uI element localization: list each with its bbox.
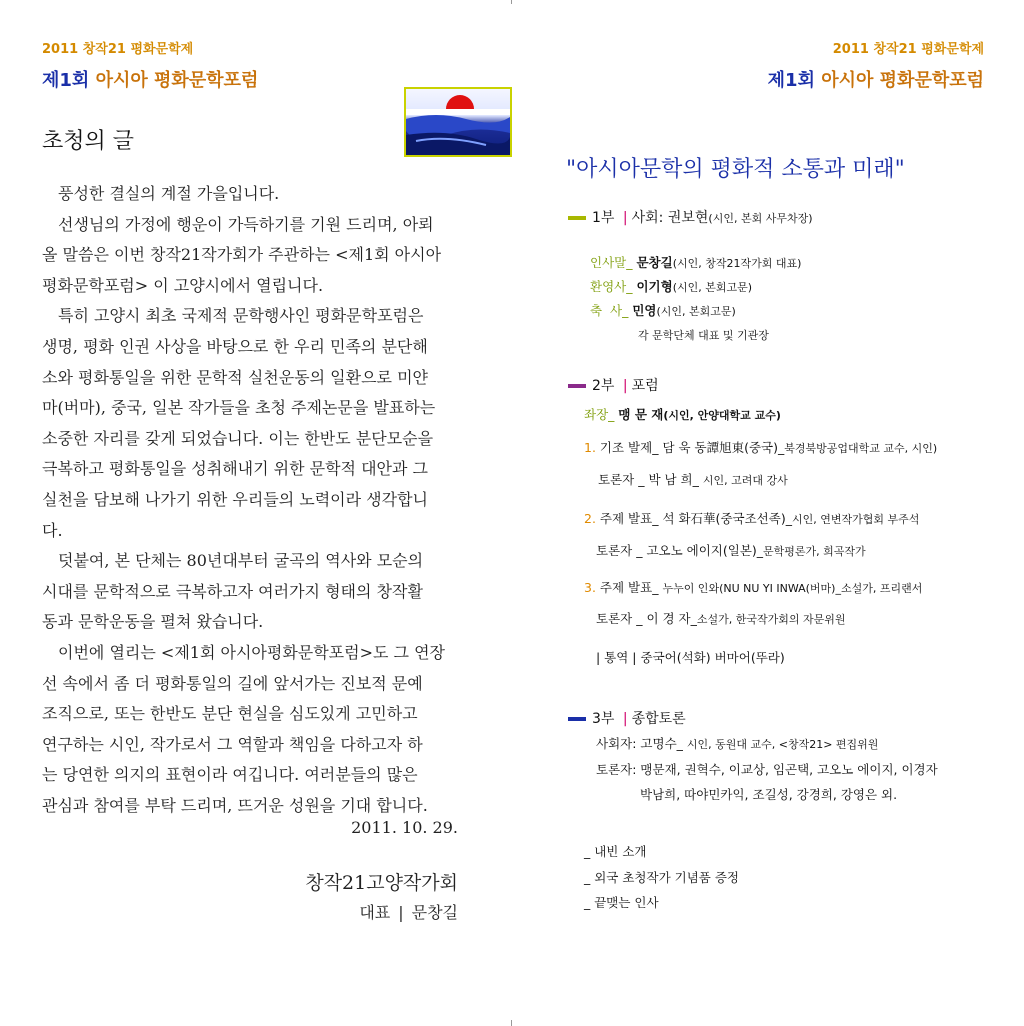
chair-name: 맹 문 재: [618, 407, 664, 422]
chair-role: 좌장_: [584, 407, 615, 422]
part2-label: 2부: [592, 378, 615, 394]
divider: |: [622, 378, 628, 394]
forum-title-rest: 아시아 평화문학포럼: [89, 70, 259, 91]
part1-host-name: 권보현: [667, 210, 709, 226]
talk-title: 주제 발표_: [599, 511, 659, 526]
closing-item: _ 외국 초청작가 기념품 증정: [584, 870, 739, 885]
part3-panel: [596, 760, 938, 778]
letter-line: 풍성한 결실의 계절 가을입니다.: [58, 184, 280, 203]
letter-line: 동과 문학운동을 펼쳐 왔습니다.: [42, 612, 264, 632]
part3-host-note: 시인, 동원대 교수, <창작21> 편집위원: [686, 738, 879, 751]
talk-item: [598, 470, 788, 488]
letter-line: 평화문학포럼> 이 고양시에서 열립니다.: [42, 275, 324, 295]
part1-host-note: (시인, 본회 사무차장): [708, 212, 813, 225]
part2-title: 포럼: [631, 378, 659, 394]
chair-note: (시인, 안양대학교 교수): [663, 409, 781, 422]
talk-speaker: 누누이 인와(NU NU YI INWA(버마)_: [662, 582, 841, 595]
closing-item: _ 내빈 소개: [584, 844, 647, 859]
part3-panel-line1: 맹문재, 권혁수, 이교상, 임곤택, 고오노 에이지, 이경자: [640, 762, 938, 777]
part3-panel-label: 토론자:: [596, 762, 641, 777]
talk-speaker: _ 고오노 에이지(일본)_: [636, 543, 764, 558]
letter-line: 선생님의 가정에 행운이 가득하기를 기원 드리며, 아뢰: [58, 214, 434, 234]
festival-label-left: 2011 창작21 평화문학제: [42, 42, 194, 57]
letter-date: 2011. 10. 29.: [351, 818, 458, 837]
part3-host: [596, 734, 878, 752]
letter-line: 시대를 문학적으로 극복하고자 여러가지 형태의 창작활: [42, 581, 423, 601]
part1-label: 1부: [592, 210, 615, 226]
bottom-page-mark: [511, 1020, 512, 1026]
letter-line: 실천을 담보해 나가기 위한 우리들의 노력이라 생각합니: [42, 489, 429, 509]
part3-host-name: 고명수_: [640, 736, 683, 751]
closing-item: _ 끝맺는 인사: [584, 895, 659, 910]
forum-title-right: [768, 66, 984, 92]
invitation-heading: 초청의 글: [42, 129, 135, 154]
letter-line: 다.: [42, 520, 63, 540]
role-label: 환영사_: [590, 279, 633, 294]
person-note: (시인, 본회고문): [672, 281, 753, 294]
talk-speaker: _ 박 남 희_: [638, 472, 699, 487]
forum-title-left: [42, 66, 258, 92]
talk-speaker: 담 욱 동譚旭東(중국)_: [662, 440, 785, 455]
letter-line: 소와 평화통일을 위한 문학적 실천운동의 일환으로 미얀: [42, 367, 429, 387]
part3-host-label: 사회자:: [596, 736, 641, 751]
part1-extra: 각 문학단체 대표 및 기관장: [638, 329, 769, 342]
top-page-mark: [511, 0, 512, 4]
talk-number: 2.: [584, 511, 596, 526]
representative-name: 문창길: [411, 903, 458, 922]
talk-title: 주제 발표_: [599, 580, 659, 595]
separator: |: [398, 903, 404, 922]
letter-line: 극복하고 평화통일을 성취해내기 위한 문학적 대안과 그: [42, 459, 429, 479]
talk-note: 소설가, 프리랜서: [840, 582, 923, 595]
letter-line: 관심과 참여를 부탁 드리며, 뜨거운 성원을 기대 합니다.: [42, 795, 428, 815]
talk-speaker: 석 화石華(중국조선족)_: [662, 511, 792, 526]
letter-line: 연구하는 시인, 작가로서 그 역할과 책임을 다하고자 하: [42, 734, 423, 754]
talk-title: 기조 발제_: [599, 440, 659, 455]
talk-note: 문학평론가, 희곡작가: [763, 545, 866, 558]
representative-signature: [359, 900, 458, 923]
talk-note: 소설가, 한국작가회의 자문위원: [696, 613, 846, 626]
person-note: (시인, 창작21작가회 대표): [672, 257, 802, 270]
letter-line: 이번에 열리는 <제1회 아시아평화문학포럼>도 그 연장: [58, 642, 445, 662]
forum-title-prefix: 제1회: [767, 70, 815, 91]
letter-line: 마(버마), 중국, 일본 작가들을 초청 주제논문을 발표하는: [42, 398, 436, 418]
talk-note: 시인, 고려대 강사: [702, 474, 788, 487]
talk-number: 1.: [584, 440, 596, 455]
part3-title: 종합토론: [631, 711, 686, 727]
interpretation-note: | 통역 | 중국어(석화) 버마어(뚜라): [596, 650, 785, 665]
letter-line: 올 말씀은 이번 창작21작가회가 주관하는 <제1회 아시아: [42, 245, 442, 265]
role-label: 인사말_: [590, 255, 633, 270]
talk-item: [596, 541, 866, 559]
role-label: 축 사_: [590, 303, 629, 318]
part2-header: [568, 375, 659, 395]
part1-host-label: 사회:: [631, 210, 668, 226]
part1-item: [590, 301, 736, 319]
person-note: (시인, 본회고문): [656, 305, 736, 318]
forum-title-rest: 아시아 평화문학포럼: [814, 70, 984, 91]
invitation-letter-body: [42, 179, 462, 821]
forum-theme: "아시아문학의 평화적 소통과 미래": [566, 157, 905, 182]
person-name: 민영: [632, 303, 657, 318]
talk-item: [584, 509, 919, 527]
sunrise-painting-image: [404, 87, 512, 157]
part1-bar: [568, 216, 586, 220]
letter-line: 는 당연한 의지의 표현이라 여깁니다. 여러분들의 많은: [42, 765, 418, 785]
talk-item: [584, 578, 922, 596]
organization-name: 창작21고양작가회: [305, 872, 458, 894]
part3-label: 3부: [592, 711, 615, 727]
letter-line: 특히 고양시 최초 국제적 문학행사인 평화문학포럼은: [58, 306, 424, 326]
forum-chair: [584, 405, 781, 423]
divider: |: [622, 711, 628, 727]
person-name: 문창길: [636, 255, 673, 270]
letter-line: 덧붙여, 본 단체는 80년대부터 굴곡의 역사와 모순의: [58, 551, 424, 571]
part1-item: [590, 253, 801, 271]
talk-note: 시인, 연변작가협회 부주석: [791, 513, 920, 526]
part1-item: [590, 277, 752, 295]
part3-header: [568, 708, 686, 728]
part1-header: [568, 207, 813, 227]
talk-item: [596, 609, 846, 627]
letter-line: 선 속에서 좀 더 평화통일의 길에 앞서가는 진보적 문예: [42, 673, 423, 693]
talk-title: 토론자: [596, 611, 633, 626]
letter-line: 조직으로, 또는 한반도 분단 현실을 심도있게 고민하고: [42, 704, 418, 724]
letter-line: 생명, 평화 인권 사상을 바탕으로 한 우리 민족의 분단해: [42, 336, 428, 356]
talk-item: [584, 438, 937, 456]
part2-bar: [568, 384, 586, 388]
divider: |: [622, 210, 628, 226]
representative-label: 대표: [359, 903, 391, 922]
letter-line: 소중한 자리를 갖게 되었습니다. 이는 한반도 분단모순을: [42, 428, 434, 448]
festival-label-right: 2011 창작21 평화문학제: [832, 42, 984, 57]
talk-note: 북경북방공업대학교 교수, 시인): [784, 442, 938, 455]
forum-title-prefix: 제1회: [42, 70, 90, 91]
person-name: 이기형: [636, 279, 673, 294]
part3-panel-line2: 박남희, 따야민카익, 조길성, 강경희, 강영은 외.: [640, 787, 898, 802]
talk-speaker: _ 이 경 자_: [636, 611, 697, 626]
part3-bar: [568, 717, 586, 721]
talk-number: 3.: [584, 580, 596, 595]
talk-title: 토론자: [596, 543, 633, 558]
talk-title: 토론자: [598, 472, 635, 487]
